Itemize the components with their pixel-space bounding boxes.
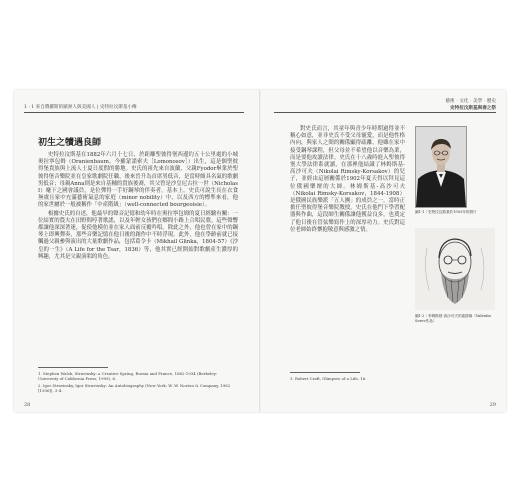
left-running-header: 1 · 1 來自俄羅斯的歐洲人與美國人 | 史特拉汶斯基小傳 xyxy=(24,105,137,110)
right-header-rule xyxy=(274,112,496,113)
right-page-number: 29 xyxy=(489,402,496,408)
footnote-2: 2. Igor Stravinsky, Igor Stravinsky: An Autobiography (New York: W. W. Norton & Company, 1962 [1936]), 3-4. xyxy=(38,382,231,394)
left-body-text xyxy=(38,152,238,262)
portrait-photo-icon xyxy=(416,127,466,207)
right-running-header-title: 史特拉汶斯基與春之祭 xyxy=(450,106,496,111)
book-spread xyxy=(14,90,506,412)
footnote-1: 1. Stephen Walsh, Stravinsky: a Creative Spring, Russia and France, 1882-1934 (Berkeley: University of California Press, 1999), 6. xyxy=(38,371,218,382)
sketch-portrait-icon xyxy=(415,228,495,310)
figure-1-2-caption: 圖1-2｜李姆斯基-高沙可夫的素描像（Valentin Serov作品） xyxy=(415,314,491,323)
left-paragraph-1: 史特拉汶斯基在1882年六月十七日，於距離聖彼得堡西邊約五十公里處的小城奧拉寧包姆（Oranienbaum，今羅蒙諾索夫［Lomonosov］）出生，這是個聖彼得堡貴族與上流人士夏日度假的勝地。史氏的祖先來自波蘭，父親Fyodor畢業於聖彼得堡音樂院並在皇家歌劇院任職，後來晉升為首席男低音，是當時頗具名氣的歌劇男低音；母親Anna則是來自基輔的貴族後裔，其父曾是沙皇尼古拉一世（Nicholas I）麾下之國會議員，是位彈得一手好鋼琴的伴奏者。基本上，史氏可說生長在衣食無虞且家中充滿藝術氣息的家庭（minor nobility）中，以及西方的標準來看，他的家世屬於一般被稱作「中產階級」（well-connected bourgeoisie）。 xyxy=(38,152,238,209)
left-header-rule xyxy=(24,112,244,113)
left-footnotes xyxy=(38,371,238,395)
left-paragraph-2: 根據史氏的自述，他最早的聲音記憶和幼年時在奧拉寧包姆的夏日經驗有關：一位結實的農夫在田野間哼著歌謠，以及年輕女孩們在鄉間小路上合唱民歌。這些聲響都讓他深深著迷，促使他模仿並在家人面前反覆吟唱。除此之外，他也曾在家中的鋼琴上即興彈奏，那些音樂記憶在他日後的創作中不時浮現。此外，他在學齡前就已接觸過父親參與演出的大量歌劇作品，包括葛令卡（Mikhail Glinka，1804-57）《沙皇的一生》（A Life for the Tsar，1836）等，他其實已經開始對歌劇產生濃厚的興趣，尤其是父親演唱的角色。 xyxy=(38,210,238,260)
rimsky-korsakov-sketch xyxy=(415,228,495,310)
left-footnote-rule xyxy=(38,367,108,368)
right-page xyxy=(260,90,506,412)
stravinsky-photo xyxy=(415,126,467,208)
right-footnote: 3. Robert Craft, Glimpses of a Life, 16. xyxy=(290,376,367,381)
right-paragraph-1: 對史氏而言，其童年與青少年時期過得並不稱心如意，並非史氏不受父母寵愛，而是他性格內向，與家人之間的關係顯得疏離。他雖在家中接受鋼琴課程，但父母並不希望他以音樂為業，而是要他攻讀法律。史氏在十八歲時進入聖彼得堡大學法律系就讀，在那裡他結識了林姆斯基-高沙可夫（Nikolai Rimsky-Korsakov）的兒子，並經由這層關係於1902年夏天得以拜見這位俄國樂壇的大師。林姆斯基-高沙可夫（Nikolai Rimsky-Korsakov，1844-1908）是俄國民族樂派「五人團」的成員之一，當時正擔任聖彼得堡音樂院教授。史氏在他門下學習配器與作曲，這段師生關係讓他獲益良多，也奠定了他日後在管弦樂寫作上的深厚功力。史氏對這位老師始終懷抱敬意與感激之情。 xyxy=(290,126,405,233)
figure-1-1-caption: 圖1-1｜史特拉汶斯基於1903年的照片 xyxy=(415,210,477,214)
right-running-header-series: 藝術‧文化‧美學‧歷史 xyxy=(445,99,496,104)
section-title: 初生之犢遇良師 xyxy=(38,138,102,148)
left-page-number: 28 xyxy=(24,402,31,408)
left-page xyxy=(14,90,260,412)
right-body-text xyxy=(290,126,405,235)
right-footnote-rule xyxy=(290,372,360,373)
